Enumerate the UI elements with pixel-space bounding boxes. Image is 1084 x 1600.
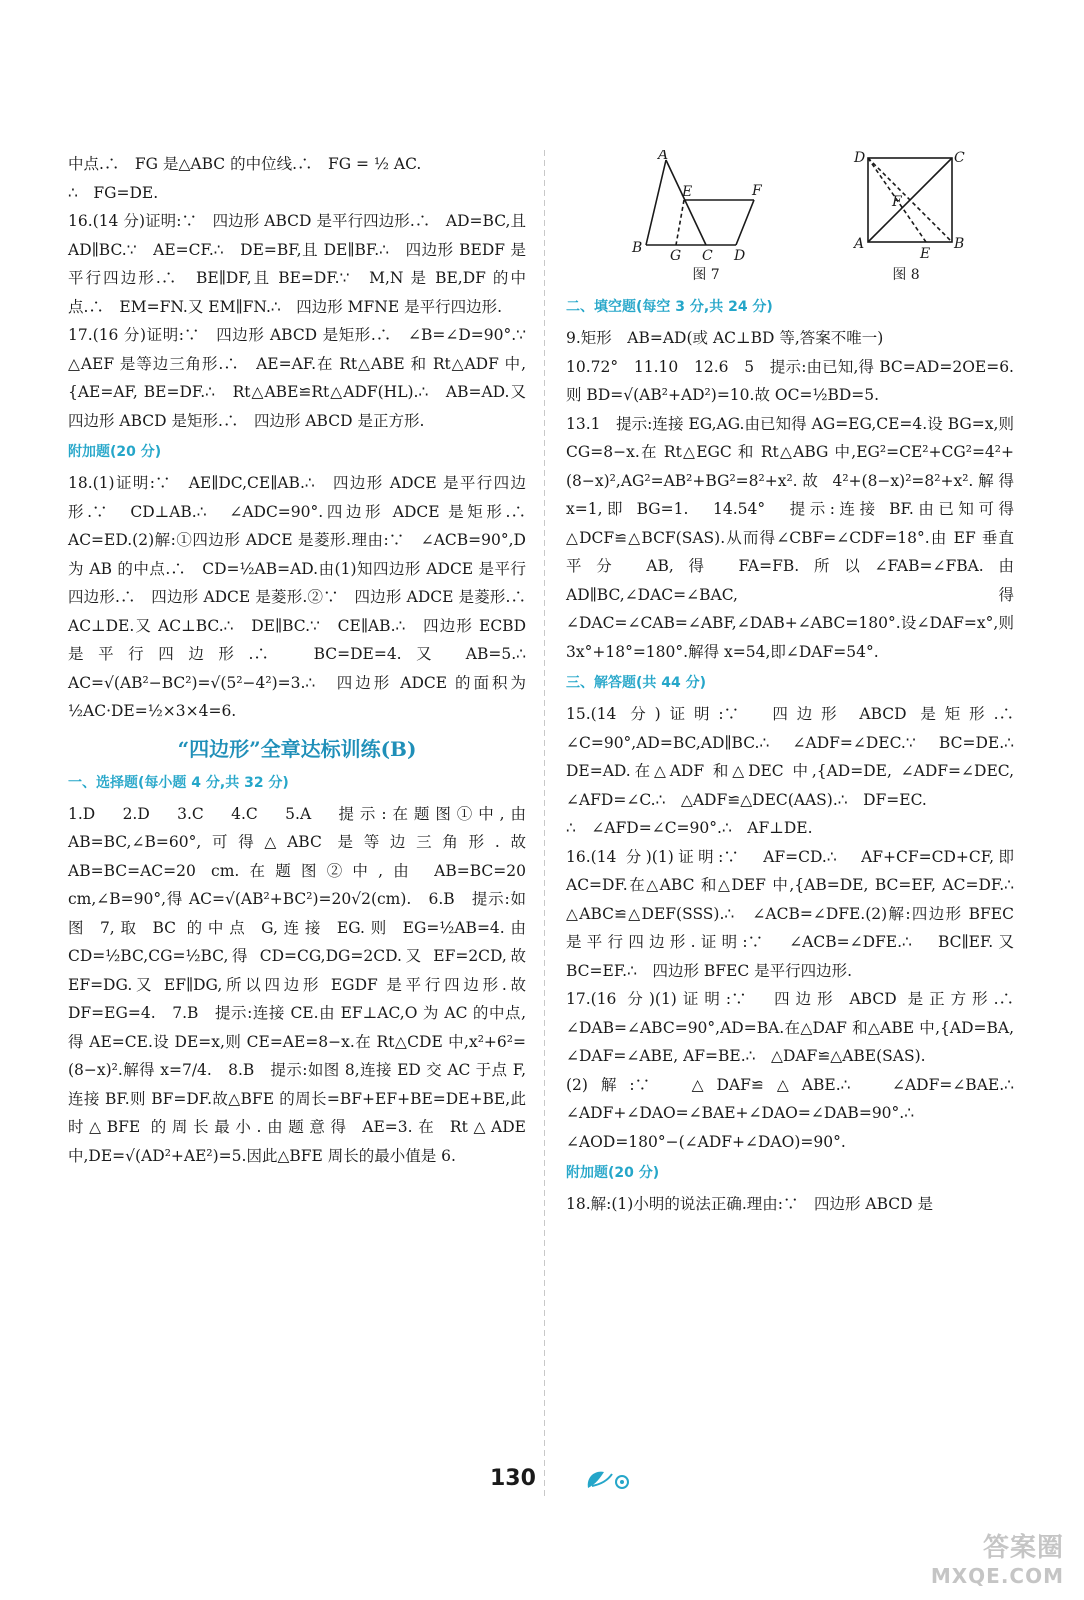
- fill-answer-9: 9.矩形 AB=AD(或 AC⊥BD 等,答案不唯一): [566, 329, 884, 347]
- section-heading-extra: 附加题(20 分): [566, 1165, 660, 1181]
- figure-8: [846, 150, 966, 284]
- answer-15-conclusion: ∴ ∠AFD=∠C=90°.∴ AF⊥DE.: [566, 819, 813, 837]
- figure-7-caption: 图 7: [692, 267, 720, 283]
- figure-7-diagram: [626, 150, 786, 260]
- watermark-logo: [931, 1527, 1064, 1588]
- section-heading-choice: 一、选择题(每小题 4 分,共 32 分): [68, 774, 289, 791]
- fig8-label: D: [854, 150, 866, 166]
- column-divider: [544, 150, 545, 1500]
- answer-15: 15.(14 分)证明:∵ 四边形 ABCD 是矩形.∴ ∠C=90°,AD=BC,AD∥BC.∴ ∠ADF=∠DEC.∵ BC=DE.∴ DE=AD.在△ADF 和△DEC 中,{AD=DE, ∠ADF=∠DEC, ∠AFD=∠C.∴ △ADF≌△DEC(AAS).∴ DF=EC.: [566, 705, 1030, 809]
- answer-17: 17.(16 分)(1)证明:∵ 四边形 ABCD 是正方形.∴ ∠DAB=∠ABC=90°,AD=BA.在△DAF 和△ABE 中,{AD=BA, ∠DAF=∠ABE, AF=BE.∴ △DAF≌△ABE(SAS).: [566, 990, 1030, 1065]
- right-column: [566, 150, 1030, 1219]
- section-heading-extra: 附加题(20 分): [68, 444, 162, 460]
- figure-8-diagram: [846, 150, 966, 260]
- answer-18: 18.(1)证明:∵ AE∥DC,CE∥AB.∴ 四边形 ADCE 是平行四边形.∵ CD⊥AB.∴ ∠ADC=90°.四边形 ADCE 是矩形.∴ AC=ED.(2)解:①四边形 ADCE 是菱形.理由:∵ ∠ACB=90°,D 为 AB 的中点.∴ CD=½AB=AD.由(1)知四边形 ADCE 是平行四边形.∴ 四边形 ADCE 是菱形.②∵ 四边形 ADCE 是菱形.∴ AC⊥DE.又 AC⊥BC.∴ DE∥BC.∵ CE∥AB.∴ 四边形 ECBD 是平行四边形.∴ BC=DE=4.又 AB=5.∴ AC=√(AB²−BC²)=√(5²−4²)=3.∴ 四边形 ADCE 的面积为½AC·DE=½×3×4=6.: [68, 474, 542, 720]
- fig7-label: D: [734, 248, 746, 260]
- answer-16: 16.(14 分)证明:∵ 四边形 ABCD 是平行四边形.∴ AD=BC,且 AD∥BC.∵ AE=CF.∴ DE=BF,且 DE∥BF.∴ 四边形 BEDF 是平行四边形.∴ BE∥DF,且 BE=DF.∵ M,N 是 BE,DF 的中点.∴ EM=FN.又 EM∥FN.∴ 四边形 MFNE 是平行四边形.: [68, 212, 526, 316]
- fig7-label: B: [632, 240, 643, 256]
- page-number: 130: [490, 1466, 536, 1491]
- section-heading-answer: 三、解答题(共 44 分): [566, 675, 707, 691]
- answer-18: 18.解:(1)小明的说法正确.理由:∵ 四边形 ABCD 是: [566, 1195, 933, 1213]
- fig8-label: F: [892, 194, 902, 210]
- figure-8-caption: 图 8: [892, 267, 920, 283]
- answer-16: 16.(14 分)(1)证明:∵ AF=CD.∴ AF+CF=CD+CF,即 AC=DF.在△ABC 和△DEF 中,{AB=DE, BC=EF, AC=DF.∴ △ABC≌△DEF(SSS).∴ ∠ACB=∠DFE.(2)解:四边形 BFEC 是平行四边形.证明:∵ ∠ACB=∠DFE.∴ BC∥EF.又 BC=EF.∴ 四边形 BFEC 是平行四边形.: [566, 847, 1030, 980]
- fig7-label: A: [658, 150, 669, 163]
- fig8-label: C: [954, 150, 965, 166]
- chapter-title: “四边形”全章达标训练(B): [177, 736, 417, 761]
- watermark-text: 答案圈: [982, 1533, 1064, 1563]
- answer-text: ∴ FG=DE.: [68, 183, 159, 202]
- fig7-label: C: [702, 248, 713, 260]
- watermark-url: MXQE.COM: [930, 1564, 1064, 1588]
- fig7-label: E: [682, 184, 693, 200]
- figures: [596, 150, 996, 284]
- section-heading-fill: 二、填空题(每空 3 分,共 24 分): [566, 299, 773, 315]
- leaf-ornament-icon: [582, 1466, 638, 1496]
- fig8-label: A: [854, 236, 865, 252]
- figure-7: [626, 150, 786, 284]
- fig7-label: F: [752, 183, 762, 199]
- fig7-label: G: [670, 248, 682, 260]
- fig8-label: B: [954, 236, 965, 252]
- answer-text: 中点.∴ FG 是△ABC 的中位线.∴ FG = ½ AC.: [68, 155, 422, 173]
- answer-17-part2: (2)解:∵ △DAF≌△ABE.∴ ∠ADF=∠BAE.∴ ∠ADF+∠DAO=∠BAE+∠DAO=∠DAB=90°.∴ ∠AOD=180°−(∠ADF+∠DAO)=90°.: [566, 1075, 1030, 1151]
- fill-answer-10-12: 10.72° 11.10 12.6 5 提示:由已知,得 BC=AD=2OE=6.则 BD=√(AB²+AD²)=10.故 OC=½BD=5.: [566, 357, 1014, 404]
- left-column: [68, 150, 542, 1170]
- answer-17: 17.(16 分)证明:∵ 四边形 ABCD 是矩形.∴ ∠B=∠D=90°.∵ △AEF 是等边三角形.∴ AE=AF.在 Rt△ABE 和 Rt△ADF 中,{AE=AF, BE=DF.∴ Rt△ABE≌Rt△ADF(HL).∴ AB=AD.又四边形 ABCD 是矩形.∴ 四边形 ABCD 是正方形.: [68, 326, 542, 430]
- fig8-label: E: [920, 246, 931, 260]
- fill-answer-13-14: 13.1 提示:连接 EG,AG.由已知得 AG=EG,CE=4.设 BG=x,则 CG=8−x.在 Rt△EGC 和 Rt△ABG 中,EG²=CE²+CG²=4²+(8−x)²,AG²=AB²+BG²=8²+x².故 4²+(8−x)²=8²+x².解得 x=1,即 BG=1. 14.54° 提示:连接 BF.由已知可得△DCF≌△BCF(SAS).从而得∠CBF=∠CDF=18°.由 EF 垂直平分 AB,得 FA=FB.所以∠FAB=∠FBA.由 AD∥BC,∠DAC=∠BAC,得∠DAC=∠CAB=∠ABF,∠DAB+∠ABC=180°.设∠DAF=x°,则 3x°+18°=180°.解得 x=54,即∠DAF=54°.: [566, 414, 1014, 661]
- choice-answers: 1.D 2.D 3.C 4.C 5.A 提示:在题图①中,由 AB=BC,∠B=60°,可得△ABC 是等边三角形.故 AB=BC=AC=20 cm.在题图②中,由 AB=BC=20 cm,∠B=90°,得 AC=√(AB²+BC²)=20√2(cm). 6.B 提示:如图 7,取 BC 的中点 G,连接 EG.则 EG=½AB=4.由 CD=½BC,CG=½BC,得 CD=CG,DG=2CD.又 EF=2CD,故 EF=DG.又 EF∥DG,所以四边形 EGDF 是平行四边形.故 DF=EG=4. 7.B 提示:连接 CE.由 EF⊥AC,O 为 AC 的中点,得 AE=CE.设 DE=x,则 CE=AE=8−x.在 Rt△CDE 中,x²+6²=(8−x)².解得 x=7/4. 8.B 提示:如图 8,连接 ED 交 AC 于点 F,连接 BF.则 BF=DF.故△BFE 的周长=BF+EF+BE=DE+BE,此时△BFE 的周长最小.由题意得 AE=3.在 Rt△ADE 中,DE=√(AD²+AE²)=5.因此△BFE 周长的最小值是 6.: [68, 804, 526, 1165]
